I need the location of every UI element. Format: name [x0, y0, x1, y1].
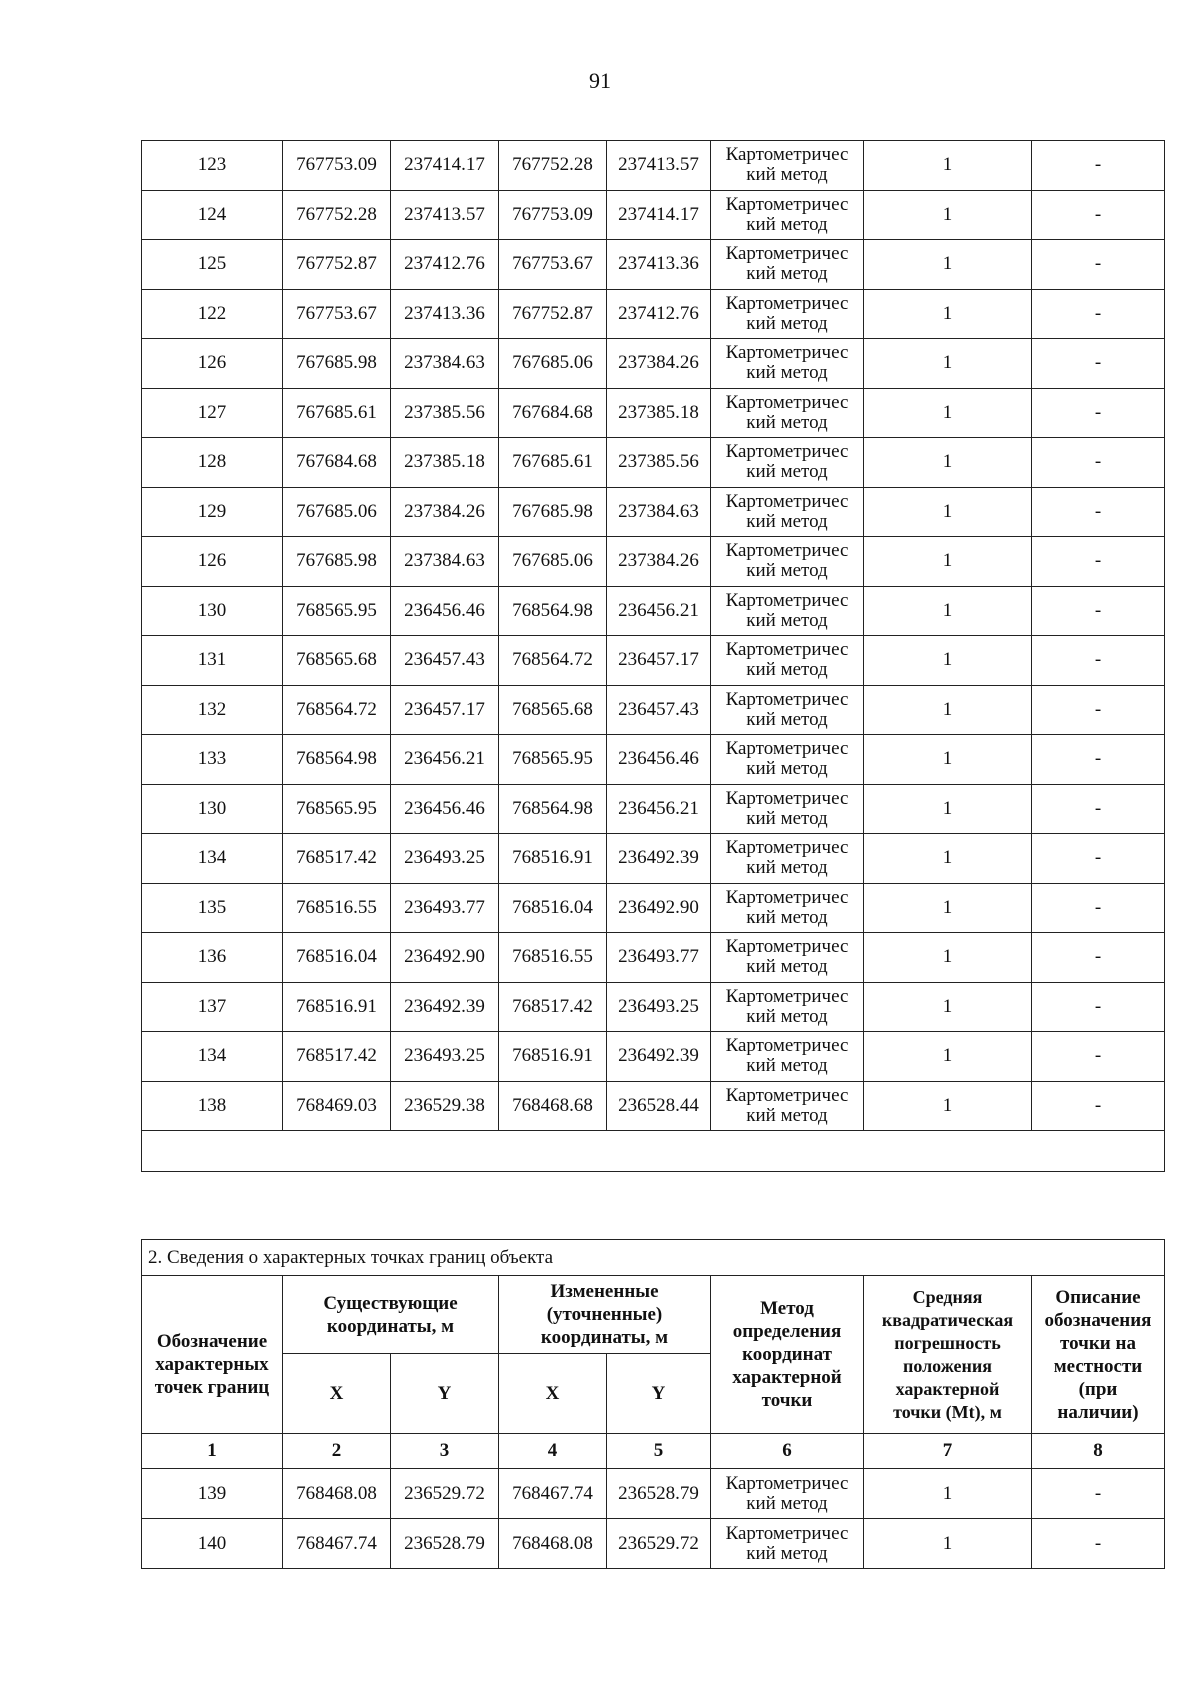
header-changed-coordinates — [499, 1276, 711, 1354]
existing-x-cell: 767752.28 — [283, 190, 391, 240]
column-number: 2 — [283, 1434, 391, 1469]
header-existing-line: координаты, м — [326, 1315, 455, 1337]
method-line: кий метод — [746, 659, 828, 681]
method-line: Картометричес — [725, 243, 849, 265]
point-number-cell: 126 — [142, 537, 283, 587]
point-number-cell: 130 — [142, 586, 283, 636]
existing-x-cell: 768517.42 — [283, 834, 391, 884]
changed-y-cell: 237384.63 — [607, 487, 711, 537]
changed-x-cell: 767685.06 — [499, 339, 607, 389]
header-description-line: точки на — [1060, 1332, 1136, 1354]
method-line: кий метод — [746, 312, 828, 334]
changed-y-cell: 236528.79 — [607, 1469, 711, 1519]
header-designation-line: Обозначение — [156, 1331, 268, 1352]
point-number-cell: 132 — [142, 685, 283, 735]
accuracy-cell: 1 — [864, 784, 1032, 834]
point-number-cell: 137 — [142, 982, 283, 1032]
description-cell: - — [1032, 487, 1165, 537]
existing-y-cell: 236493.25 — [391, 834, 499, 884]
header-changed-line: Измененные — [550, 1281, 659, 1302]
empty-row — [142, 1131, 1165, 1172]
existing-y-cell: 236457.43 — [391, 636, 499, 686]
point-number-cell: 125 — [142, 240, 283, 290]
method-line: кий метод — [746, 758, 828, 780]
point-number-cell: 140 — [142, 1519, 283, 1569]
table-row — [142, 933, 1165, 983]
changed-x-cell: 768565.95 — [499, 735, 607, 785]
header-y-existing: Y — [391, 1354, 499, 1434]
changed-y-cell: 236492.39 — [607, 834, 711, 884]
point-number-cell: 126 — [142, 339, 283, 389]
accuracy-cell: 1 — [864, 537, 1032, 587]
point-number-cell: 139 — [142, 1469, 283, 1519]
header-changed-line: координаты, м — [540, 1327, 669, 1348]
header-method-line: точки — [761, 1390, 813, 1411]
header-description-line: наличии) — [1057, 1401, 1139, 1423]
existing-y-cell: 236493.77 — [391, 883, 499, 933]
changed-x-cell: 767684.68 — [499, 388, 607, 438]
accuracy-cell: 1 — [864, 1469, 1032, 1519]
header-designation — [142, 1276, 283, 1434]
changed-y-cell: 237384.26 — [607, 537, 711, 587]
description-cell: - — [1032, 438, 1165, 488]
existing-x-cell: 768468.08 — [283, 1469, 391, 1519]
header-y-changed: Y — [607, 1354, 711, 1434]
existing-x-cell: 768565.95 — [283, 784, 391, 834]
point-number-cell: 133 — [142, 735, 283, 785]
table1-body — [142, 141, 1165, 1172]
changed-x-cell: 767752.28 — [499, 141, 607, 191]
accuracy-cell: 1 — [864, 735, 1032, 785]
table-row — [142, 1469, 1165, 1519]
accuracy-cell: 1 — [864, 834, 1032, 884]
description-cell: - — [1032, 1469, 1165, 1519]
point-number-cell: 135 — [142, 883, 283, 933]
method-line: кий метод — [746, 213, 828, 235]
header-changed-line: (уточненные) — [546, 1304, 663, 1325]
method-line: кий метод — [746, 263, 828, 285]
existing-y-cell: 236528.79 — [391, 1519, 499, 1569]
description-cell: - — [1032, 933, 1165, 983]
method-line: Картометричес — [725, 144, 849, 166]
method-cell — [711, 388, 864, 438]
changed-x-cell: 768564.98 — [499, 784, 607, 834]
existing-x-cell: 767685.06 — [283, 487, 391, 537]
changed-x-cell: 768565.68 — [499, 685, 607, 735]
changed-x-cell: 768467.74 — [499, 1469, 607, 1519]
accuracy-cell: 1 — [864, 289, 1032, 339]
existing-x-cell: 768517.42 — [283, 1032, 391, 1082]
header-method — [711, 1276, 864, 1434]
header-error-line: положения — [902, 1355, 993, 1376]
existing-x-cell: 767684.68 — [283, 438, 391, 488]
header-description-line: местности — [1053, 1355, 1143, 1377]
method-cell — [711, 1519, 864, 1569]
description-cell: - — [1032, 784, 1165, 834]
empty-cell — [142, 1131, 1165, 1172]
description-cell: - — [1032, 537, 1165, 587]
accuracy-cell: 1 — [864, 487, 1032, 537]
existing-x-cell: 767753.09 — [283, 141, 391, 191]
method-line: Картометричес — [725, 886, 849, 908]
accuracy-cell: 1 — [864, 141, 1032, 191]
point-number-cell: 134 — [142, 834, 283, 884]
accuracy-cell: 1 — [864, 190, 1032, 240]
method-line: Картометричес — [725, 490, 849, 512]
header-description-line: Описание — [1055, 1286, 1141, 1308]
existing-x-cell: 767753.67 — [283, 289, 391, 339]
page-number: 91 — [589, 68, 611, 93]
method-line: Картометричес — [725, 787, 849, 809]
header-description — [1032, 1276, 1165, 1434]
table2-body — [142, 1469, 1165, 1569]
description-cell: - — [1032, 735, 1165, 785]
existing-y-cell: 236492.90 — [391, 933, 499, 983]
changed-y-cell: 237414.17 — [607, 190, 711, 240]
changed-y-cell: 236456.46 — [607, 735, 711, 785]
changed-x-cell: 767753.67 — [499, 240, 607, 290]
existing-y-cell: 237384.63 — [391, 339, 499, 389]
point-number-cell: 128 — [142, 438, 283, 488]
table-row — [142, 834, 1165, 884]
changed-y-cell: 236456.21 — [607, 586, 711, 636]
accuracy-cell: 1 — [864, 636, 1032, 686]
header-error-line: точки (Mt), м — [893, 1401, 1002, 1422]
method-line: кий метод — [746, 411, 828, 433]
method-line: кий метод — [746, 708, 828, 730]
table-row — [142, 883, 1165, 933]
method-line: кий метод — [746, 362, 828, 384]
description-cell: - — [1032, 1032, 1165, 1082]
description-cell: - — [1032, 1519, 1165, 1569]
changed-x-cell: 768517.42 — [499, 982, 607, 1032]
table-row — [142, 1081, 1165, 1131]
header-x-changed: X — [499, 1354, 607, 1434]
point-number-cell: 136 — [142, 933, 283, 983]
accuracy-cell: 1 — [864, 1081, 1032, 1131]
existing-x-cell: 768565.68 — [283, 636, 391, 686]
accuracy-cell: 1 — [864, 339, 1032, 389]
existing-x-cell: 768565.95 — [283, 586, 391, 636]
changed-y-cell: 237413.36 — [607, 240, 711, 290]
existing-y-cell: 236456.46 — [391, 784, 499, 834]
existing-x-cell: 767685.61 — [283, 388, 391, 438]
table-row — [142, 240, 1165, 290]
changed-y-cell: 236456.21 — [607, 784, 711, 834]
header-error — [864, 1276, 1032, 1434]
method-cell — [711, 289, 864, 339]
header-error-line: Средняя — [912, 1286, 983, 1307]
header-designation-line: точек границ — [154, 1377, 270, 1398]
method-line: Картометричес — [725, 837, 849, 859]
existing-y-cell: 236456.21 — [391, 735, 499, 785]
changed-x-cell: 768468.68 — [499, 1081, 607, 1131]
description-cell: - — [1032, 586, 1165, 636]
description-cell: - — [1032, 636, 1165, 686]
changed-y-cell: 237385.56 — [607, 438, 711, 488]
existing-x-cell: 767752.87 — [283, 240, 391, 290]
table-row — [142, 438, 1165, 488]
description-cell: - — [1032, 883, 1165, 933]
point-number-cell: 138 — [142, 1081, 283, 1131]
method-line: Картометричес — [725, 391, 849, 413]
section-title: 2. Сведения о характерных точках границ объекта — [142, 1240, 1165, 1276]
method-cell — [711, 685, 864, 735]
header-description-line: (при — [1078, 1378, 1118, 1400]
method-cell — [711, 933, 864, 983]
header-designation-line: характерных — [155, 1354, 269, 1375]
table-row — [142, 685, 1165, 735]
method-cell — [711, 339, 864, 389]
method-line: кий метод — [746, 560, 828, 582]
changed-y-cell: 236529.72 — [607, 1519, 711, 1569]
method-line: кий метод — [746, 609, 828, 631]
table-row — [142, 636, 1165, 686]
changed-y-cell: 236492.39 — [607, 1032, 711, 1082]
existing-x-cell: 768564.72 — [283, 685, 391, 735]
header-existing-coordinates — [283, 1276, 499, 1354]
changed-x-cell: 768516.91 — [499, 834, 607, 884]
table-row — [142, 537, 1165, 587]
changed-x-cell: 768516.91 — [499, 1032, 607, 1082]
changed-y-cell: 237385.18 — [607, 388, 711, 438]
accuracy-cell: 1 — [864, 1519, 1032, 1569]
column-number: 4 — [499, 1434, 607, 1469]
description-cell: - — [1032, 388, 1165, 438]
method-line: кий метод — [746, 1055, 828, 1077]
changed-y-cell: 236528.44 — [607, 1081, 711, 1131]
changed-x-cell: 767685.06 — [499, 537, 607, 587]
method-line: Картометричес — [725, 540, 849, 562]
method-line: кий метод — [746, 510, 828, 532]
method-line: кий метод — [746, 461, 828, 483]
method-cell — [711, 240, 864, 290]
existing-y-cell: 237412.76 — [391, 240, 499, 290]
description-cell: - — [1032, 141, 1165, 191]
method-cell — [711, 537, 864, 587]
table-row — [142, 1519, 1165, 1569]
method-cell — [711, 1469, 864, 1519]
method-cell — [711, 438, 864, 488]
header-method-line: характерной — [732, 1367, 842, 1388]
changed-y-cell: 237384.26 — [607, 339, 711, 389]
accuracy-cell: 1 — [864, 982, 1032, 1032]
column-number: 1 — [142, 1434, 283, 1469]
existing-y-cell: 236529.72 — [391, 1469, 499, 1519]
method-cell — [711, 636, 864, 686]
table-row — [142, 190, 1165, 240]
existing-y-cell: 237385.18 — [391, 438, 499, 488]
changed-y-cell: 237413.57 — [607, 141, 711, 191]
column-number: 6 — [711, 1434, 864, 1469]
table-row — [142, 339, 1165, 389]
header-error-line: квадратическая — [881, 1309, 1014, 1330]
existing-x-cell: 767685.98 — [283, 339, 391, 389]
existing-y-cell: 236492.39 — [391, 982, 499, 1032]
changed-y-cell: 236492.90 — [607, 883, 711, 933]
existing-y-cell: 236456.46 — [391, 586, 499, 636]
changed-y-cell: 236457.43 — [607, 685, 711, 735]
accuracy-cell: 1 — [864, 388, 1032, 438]
method-line: кий метод — [746, 857, 828, 879]
header-x-existing: X — [283, 1354, 391, 1434]
header-description-line: обозначения — [1044, 1309, 1152, 1331]
method-line: Картометричес — [725, 688, 849, 710]
existing-x-cell: 768516.91 — [283, 982, 391, 1032]
existing-x-cell: 768564.98 — [283, 735, 391, 785]
method-line: кий метод — [746, 164, 828, 186]
method-cell — [711, 784, 864, 834]
description-cell: - — [1032, 1081, 1165, 1131]
method-cell — [711, 190, 864, 240]
column-number: 8 — [1032, 1434, 1165, 1469]
accuracy-cell: 1 — [864, 1032, 1032, 1082]
existing-y-cell: 237385.56 — [391, 388, 499, 438]
existing-y-cell: 236493.25 — [391, 1032, 499, 1082]
method-cell — [711, 834, 864, 884]
existing-y-cell: 237384.63 — [391, 537, 499, 587]
changed-y-cell: 236493.77 — [607, 933, 711, 983]
existing-y-cell: 237413.36 — [391, 289, 499, 339]
accuracy-cell: 1 — [864, 883, 1032, 933]
changed-x-cell: 768516.04 — [499, 883, 607, 933]
table-row — [142, 982, 1165, 1032]
point-number-cell: 123 — [142, 141, 283, 191]
existing-y-cell: 236457.17 — [391, 685, 499, 735]
table-row — [142, 784, 1165, 834]
method-line: кий метод — [746, 956, 828, 978]
method-line: кий метод — [746, 1005, 828, 1027]
header-method-line: определения — [732, 1321, 842, 1342]
method-line: кий метод — [746, 1542, 828, 1564]
existing-x-cell: 768467.74 — [283, 1519, 391, 1569]
accuracy-cell: 1 — [864, 685, 1032, 735]
point-number-cell: 124 — [142, 190, 283, 240]
method-line: Картометричес — [725, 193, 849, 215]
column-number: 3 — [391, 1434, 499, 1469]
changed-x-cell: 767753.09 — [499, 190, 607, 240]
method-line: Картометричес — [725, 292, 849, 314]
method-cell — [711, 141, 864, 191]
existing-y-cell: 237413.57 — [391, 190, 499, 240]
method-cell — [711, 1032, 864, 1082]
existing-x-cell: 768516.04 — [283, 933, 391, 983]
changed-y-cell: 237412.76 — [607, 289, 711, 339]
changed-x-cell: 768564.72 — [499, 636, 607, 686]
method-line: Картометричес — [725, 639, 849, 661]
point-number-cell: 131 — [142, 636, 283, 686]
existing-y-cell: 237414.17 — [391, 141, 499, 191]
accuracy-cell: 1 — [864, 240, 1032, 290]
accuracy-cell: 1 — [864, 438, 1032, 488]
method-line: Картометричес — [725, 1084, 849, 1106]
changed-x-cell: 767752.87 — [499, 289, 607, 339]
changed-x-cell: 768564.98 — [499, 586, 607, 636]
method-line: Картометричес — [725, 985, 849, 1007]
changed-x-cell: 768516.55 — [499, 933, 607, 983]
method-line: кий метод — [746, 807, 828, 829]
boundary-points-table — [141, 1239, 1165, 1569]
method-line: Картометричес — [725, 441, 849, 463]
point-number-cell: 127 — [142, 388, 283, 438]
method-line: Картометричес — [725, 1472, 849, 1494]
point-number-cell: 130 — [142, 784, 283, 834]
changed-y-cell: 236457.17 — [607, 636, 711, 686]
existing-y-cell: 236529.38 — [391, 1081, 499, 1131]
changed-x-cell: 767685.61 — [499, 438, 607, 488]
method-cell — [711, 586, 864, 636]
method-line: Картометричес — [725, 936, 849, 958]
description-cell: - — [1032, 685, 1165, 735]
description-cell: - — [1032, 982, 1165, 1032]
description-cell: - — [1032, 339, 1165, 389]
table-row — [142, 1032, 1165, 1082]
changed-x-cell: 768468.08 — [499, 1519, 607, 1569]
column-number: 5 — [607, 1434, 711, 1469]
point-number-cell: 134 — [142, 1032, 283, 1082]
method-line: Картометричес — [725, 1035, 849, 1057]
accuracy-cell: 1 — [864, 933, 1032, 983]
method-cell — [711, 735, 864, 785]
method-cell — [711, 982, 864, 1032]
coordinates-table-continuation — [141, 140, 1165, 1172]
accuracy-cell: 1 — [864, 586, 1032, 636]
header-existing-line: Существующие — [323, 1292, 458, 1314]
method-line: Картометричес — [725, 589, 849, 611]
existing-x-cell: 768516.55 — [283, 883, 391, 933]
header-error-line: погрешность — [894, 1332, 1001, 1353]
description-cell: - — [1032, 834, 1165, 884]
method-line: кий метод — [746, 906, 828, 928]
method-line: Картометричес — [725, 738, 849, 760]
existing-y-cell: 237384.26 — [391, 487, 499, 537]
method-line: кий метод — [746, 1104, 828, 1126]
description-cell: - — [1032, 240, 1165, 290]
column-number: 7 — [864, 1434, 1032, 1469]
existing-x-cell: 768469.03 — [283, 1081, 391, 1131]
table-row — [142, 735, 1165, 785]
description-cell: - — [1032, 289, 1165, 339]
changed-x-cell: 767685.98 — [499, 487, 607, 537]
method-line: Картометричес — [725, 342, 849, 364]
description-cell: - — [1032, 190, 1165, 240]
table-row — [142, 141, 1165, 191]
header-method-line: координат — [742, 1344, 832, 1365]
table-row — [142, 289, 1165, 339]
changed-y-cell: 236493.25 — [607, 982, 711, 1032]
method-line: Картометричес — [725, 1522, 849, 1544]
point-number-cell: 122 — [142, 289, 283, 339]
method-cell — [711, 487, 864, 537]
header-error-line: характерной — [895, 1378, 1000, 1399]
point-number-cell: 129 — [142, 487, 283, 537]
method-cell — [711, 883, 864, 933]
method-line: кий метод — [746, 1492, 828, 1514]
table-row — [142, 487, 1165, 537]
table-row — [142, 586, 1165, 636]
header-method-line: Метод — [760, 1298, 814, 1319]
existing-x-cell: 767685.98 — [283, 537, 391, 587]
table-row — [142, 388, 1165, 438]
method-cell — [711, 1081, 864, 1131]
